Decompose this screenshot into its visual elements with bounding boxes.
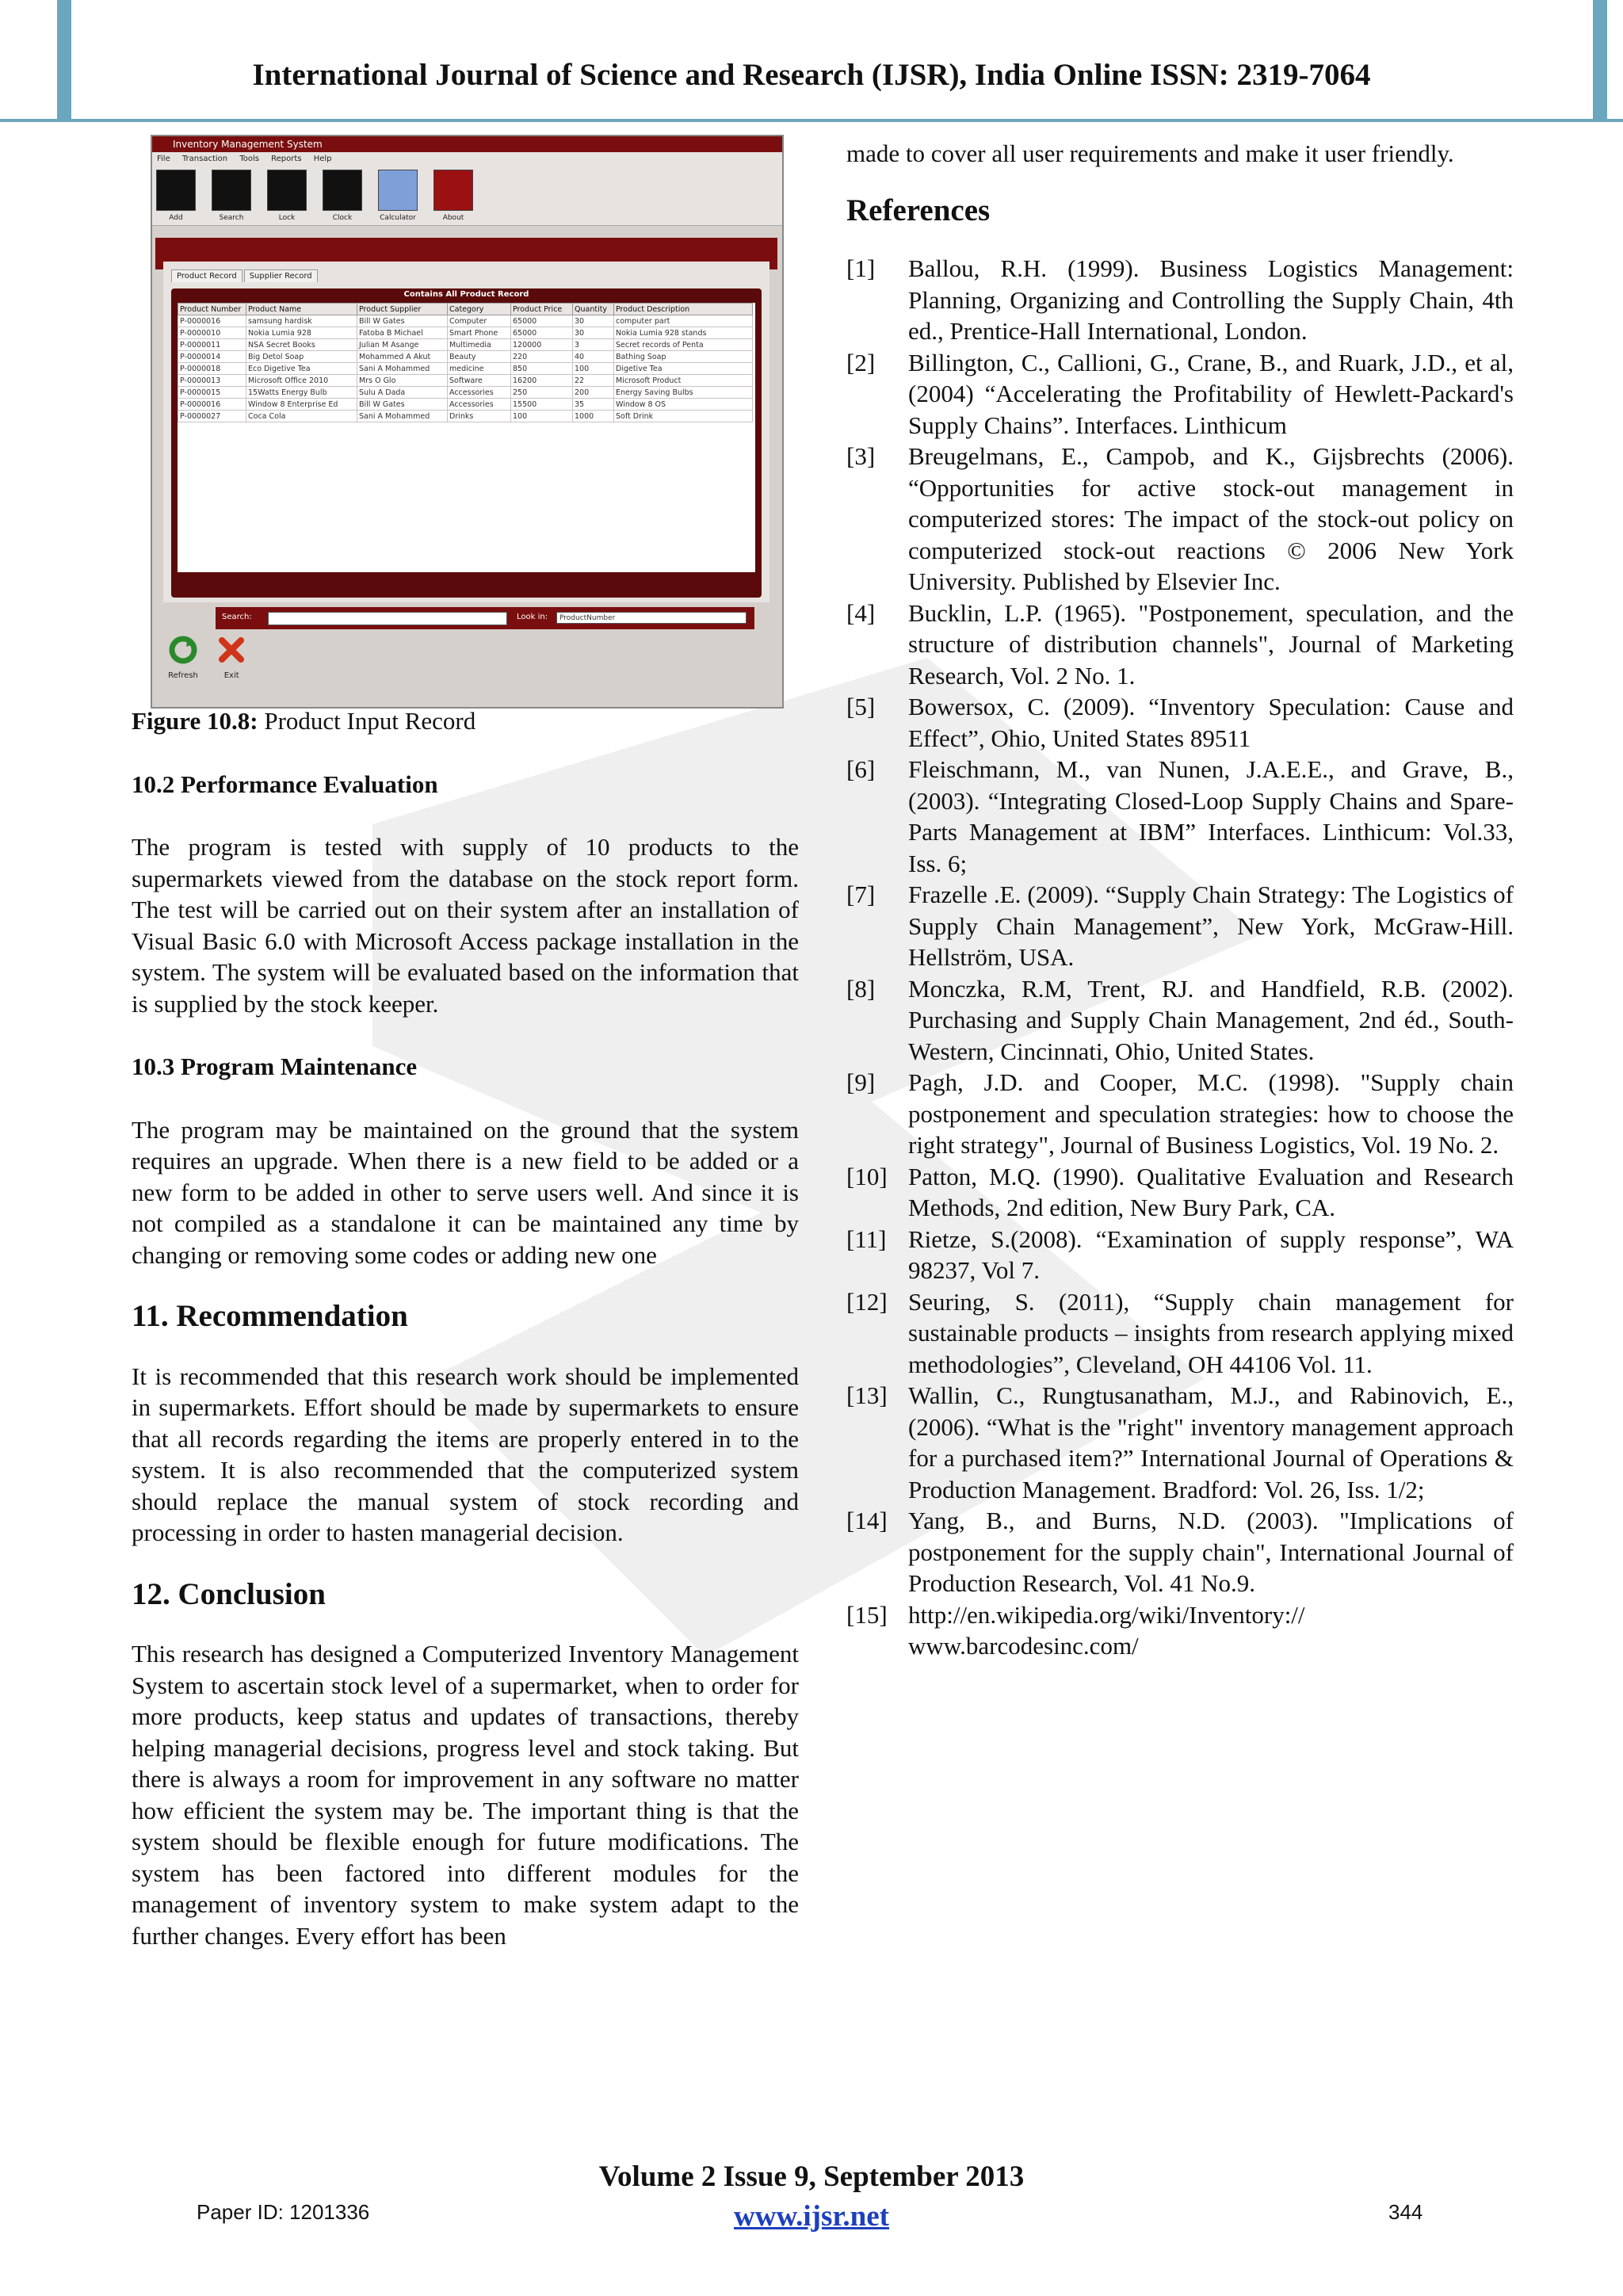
reference-item xyxy=(846,1380,1514,1505)
table-cell: Computer xyxy=(448,315,511,327)
table-cell: 22 xyxy=(573,375,614,387)
reference-item xyxy=(846,754,1514,879)
reference-text: http://en.wikipedia.org/wiki/Inventory:// www.barcodesinc.com/ xyxy=(908,1600,1305,1660)
lock-icon xyxy=(267,170,307,211)
reference-item xyxy=(846,1224,1514,1286)
reference-number: [14] xyxy=(846,1507,888,1534)
table-cell: 3 xyxy=(573,339,614,351)
figure-caption xyxy=(132,705,799,737)
col-product-number[interactable]: Product Number xyxy=(178,304,246,315)
paragraph-performance-evaluation: The program is tested with supply of 10 products to the supermarkets viewed from the database on the stock report form. The test will be carried out on their system after an installation of Visual Basic 6.0 with Microsoft Access package installation in the system. The system will be evaluated based on the information that is supplied by the stock keeper. xyxy=(132,833,799,1018)
tab-product-record[interactable]: Product Record xyxy=(171,269,242,282)
search-label: Search: xyxy=(222,613,252,621)
look-in-select[interactable]: ProductNumber xyxy=(556,612,747,624)
toolbar-clock-label: Clock xyxy=(332,214,353,222)
table-cell: Window 8 OS xyxy=(614,399,753,411)
paragraph-recommendation: It is recommended that this research work should be implemented in supermarkets. Effort should be made by supermarkets to ensure that all records regarding the items are properly entered in to the system. It is also recommended that the computerized system should replace the manual system of stock recording and processing in order to hasten managerial decision. xyxy=(132,1362,799,1546)
paragraph-program-maintenance: The program may be maintained on the ground that the system requires an upgrade. When there is a new field to be added or a new form to be added in other to serve users well. And since it is not compiled as a standalone it can be maintained any time by changing or removing some codes or adding new one xyxy=(132,1115,799,1269)
empty-table-row xyxy=(178,467,753,478)
empty-table-row xyxy=(178,522,753,533)
reference-text: Seuring, S. (2011), “Supply chain management for sustainable products – insights from research applying mixed methodologies”, Cleveland, OH 44106 Vol. 11. xyxy=(908,1287,1514,1378)
footer-volume: Volume 2 Issue 9, September 2013 xyxy=(598,2160,1025,2193)
table-cell: 220 xyxy=(511,351,573,363)
table-cell: Eco Digetive Tea xyxy=(246,363,357,375)
refresh-label: Refresh xyxy=(168,671,198,680)
table-cell: 35 xyxy=(573,399,614,411)
table-cell: Nokia Lumia 928 stands xyxy=(614,327,753,339)
toolbar-search-label: Search xyxy=(219,214,244,222)
reference-text: Yang, B., and Burns, N.D. (2003). "Implications of postponement for the supply chain", International Journal of Production Research, Vol. 41 No.9. xyxy=(908,1507,1514,1597)
table-cell: Big Detol Soap xyxy=(246,351,357,363)
app-title-bar: Inventory Management System xyxy=(152,136,782,152)
table-cell: P-0000014 xyxy=(178,351,246,363)
exit-label: Exit xyxy=(223,671,239,680)
table-cell: Bill W Gates xyxy=(357,399,448,411)
reference-item xyxy=(846,347,1514,441)
table-cell: Nokia Lumia 928 xyxy=(246,327,357,339)
table-row[interactable] xyxy=(178,339,753,351)
paragraph-conclusion: This research has designed a Computerized Inventory Management System to ascertain stock level of a supermarket, when to order for more products, keep status and updates of transactions, thereby helping managerial decisions, progress level and stock taking. But there is always a room for improvement in any software no matter how efficient the system may be. The important thing is that the system should be flexible enough for future modifications. The system has been factored into different modules for the management of inventory system to make system adapt to the further changes. Every effort has been xyxy=(132,1640,799,1950)
reference-number: [5] xyxy=(846,693,876,720)
table-cell: Coca Cola xyxy=(246,411,357,422)
table-cell: P-0000016 xyxy=(178,315,246,327)
paragraph-continuation: made to cover all user requirements and make it user friendly. xyxy=(846,139,1454,167)
reference-number: [11] xyxy=(846,1224,887,1253)
reference-number: [1] xyxy=(846,254,876,282)
bottom-buttons xyxy=(163,634,258,680)
references-list xyxy=(846,253,1514,1662)
product-table-title: Contains All Product Record xyxy=(403,290,529,299)
col-product-supplier[interactable]: Product Supplier xyxy=(357,304,448,315)
empty-table-row xyxy=(178,478,753,489)
section-heading-recommendation: 11. Recommendation xyxy=(132,1299,408,1333)
table-cell: Energy Saving Bulbs xyxy=(614,387,753,399)
table-cell: 200 xyxy=(573,387,614,399)
reference-text: Patton, M.Q. (1990). Qualitative Evaluation and Research Methods, 2nd edition, New Bury Park, CA. xyxy=(908,1162,1514,1221)
search-bar xyxy=(216,607,754,629)
table-row[interactable] xyxy=(178,363,753,375)
table-cell: medicine xyxy=(448,363,511,375)
reference-number: [8] xyxy=(846,974,876,1003)
table-cell: Sani A Mohammed xyxy=(357,411,448,422)
reference-number: [9] xyxy=(846,1068,876,1096)
table-cell: 850 xyxy=(511,363,573,375)
empty-table-row xyxy=(178,511,753,522)
reference-number: [3] xyxy=(846,442,876,470)
table-cell: 30 xyxy=(573,327,614,339)
reference-number: [15] xyxy=(846,1600,888,1629)
table-cell: Sulu A Dada xyxy=(357,387,448,399)
reference-number: [6] xyxy=(846,755,876,783)
reference-text: Pagh, J.D. and Cooper, M.C. (1998). "Supply chain postponement and speculation strategies: how to choose the right strategy", Journal of Business Logistics, Vol. 19 No. 2. xyxy=(908,1068,1514,1159)
table-cell: 40 xyxy=(573,351,614,363)
reference-item xyxy=(846,1599,1514,1662)
table-cell: Accessories xyxy=(448,387,511,399)
product-form-panel xyxy=(163,262,769,602)
table-cell: Microsoft Office 2010 xyxy=(246,375,357,387)
references-heading: References xyxy=(846,193,991,227)
reference-text: Wallin, C., Rungtusanatham, M.J., and Rabinovich, E., (2006). “What is the "right" inventory management approach for a purchased item?” International Journal of Operations & Production Management. Bradford: Vol. 26, Iss. 1/2; xyxy=(908,1381,1514,1503)
toolbar-clock-button[interactable] xyxy=(322,170,363,223)
table-cell: Beauty xyxy=(448,351,511,363)
table-cell: P-0000010 xyxy=(178,327,246,339)
table-cell: Accessories xyxy=(448,399,511,411)
table-cell: 250 xyxy=(511,387,573,399)
table-row[interactable] xyxy=(178,315,753,327)
toolbar-search-button[interactable] xyxy=(211,170,252,223)
menu-transaction[interactable]: Transaction xyxy=(181,155,228,163)
table-cell: 15Watts Energy Bulb xyxy=(246,387,357,399)
table-cell: 65000 xyxy=(511,315,573,327)
toolbar-add-button[interactable] xyxy=(155,170,197,223)
about-icon xyxy=(433,170,473,211)
table-cell: Window 8 Enterprise Ed xyxy=(246,399,357,411)
reference-item xyxy=(846,598,1514,692)
table-cell: Secret records of Penta xyxy=(614,339,753,351)
refresh-button[interactable] xyxy=(163,634,203,680)
table-cell: Soft Drink xyxy=(614,411,753,422)
reference-text: Monczka, R.M, Trent, RJ. and Handfield, R.B. (2002). Purchasing and Supply Chain Management, 2nd éd., South-Western, Cincinnati, Ohio, United States. xyxy=(908,974,1514,1065)
inventory-app-screenshot xyxy=(151,135,784,709)
app-menu-bar xyxy=(152,152,782,166)
reference-text: Ballou, R.H. (1999). Business Logistics Management: Planning, Organizing and Controlling the Supply Chain, 4th ed., Prentice-Hall International, London. xyxy=(908,254,1514,345)
table-cell: Bill W Gates xyxy=(357,315,448,327)
table-row[interactable] xyxy=(178,399,753,411)
empty-table-row xyxy=(178,445,753,456)
footer-paper-id: Paper ID: 1201336 xyxy=(197,2200,370,2224)
table-cell: P-0000018 xyxy=(178,363,246,375)
table-cell: Drinks xyxy=(448,411,511,422)
col-category[interactable]: Category xyxy=(448,304,511,315)
refresh-icon xyxy=(167,634,199,666)
table-cell: 15500 xyxy=(511,399,573,411)
section-heading-conclusion: 12. Conclusion xyxy=(132,1576,326,1611)
record-tabs xyxy=(171,269,319,282)
reference-number: [7] xyxy=(846,881,876,908)
table-cell: Digetive Tea xyxy=(614,363,753,375)
product-table xyxy=(178,303,753,544)
table-row[interactable] xyxy=(178,411,753,422)
table-cell: P-0000015 xyxy=(178,387,246,399)
col-product-price[interactable]: Product Price xyxy=(511,304,573,315)
reference-item xyxy=(846,691,1514,754)
reference-text: Bowersox, C. (2009). “Inventory Speculation: Cause and Effect”, Ohio, United States 89511 xyxy=(908,693,1514,752)
table-cell: Bathing Soap xyxy=(614,351,753,363)
calculator-icon xyxy=(378,170,418,211)
table-row[interactable] xyxy=(178,375,753,387)
reference-number: [2] xyxy=(846,348,876,376)
figure-caption-label: Figure 10.8: xyxy=(132,707,258,735)
toolbar-calculator-label: Calculator xyxy=(380,214,416,222)
toolbar-lock-label: Lock xyxy=(278,214,296,222)
reference-text: Rietze, S.(2008). “Examination of supply response”, WA 98237, Vol 7. xyxy=(908,1224,1514,1284)
table-cell: 120000 xyxy=(511,339,573,351)
product-table-container xyxy=(178,303,755,572)
toolbar-add-label: Add xyxy=(169,214,183,222)
empty-table-row xyxy=(178,456,753,467)
toolbar-calculator-button[interactable] xyxy=(377,170,418,223)
reference-item xyxy=(846,1161,1514,1224)
reference-text: Billington, C., Callioni, G., Crane, B., and Ruark, J.D., et al, (2004) “Accelerating the Profitability of Hewlett-Packard's Supply Chains”. Interfaces. Linthicum xyxy=(908,348,1514,439)
menu-tools[interactable]: Tools xyxy=(239,155,259,163)
table-cell: Microsoft Product xyxy=(614,375,753,387)
empty-table-row xyxy=(178,422,753,434)
right-column xyxy=(846,138,1514,1662)
toolbar-about-button[interactable] xyxy=(433,170,474,223)
product-table-frame xyxy=(171,288,762,598)
col-product-name[interactable]: Product Name xyxy=(246,304,357,315)
reference-item xyxy=(846,973,1514,1068)
reference-item xyxy=(846,1286,1514,1381)
table-cell: Software xyxy=(448,375,511,387)
section-heading-10-2: 10.2 Performance Evaluation xyxy=(132,770,438,798)
reference-item xyxy=(846,879,1514,973)
table-cell: 100 xyxy=(573,363,614,375)
reference-number: [12] xyxy=(846,1287,888,1316)
empty-table-row xyxy=(178,489,753,500)
app-toolbar xyxy=(152,166,782,226)
table-cell: computer part xyxy=(614,315,753,327)
reference-item xyxy=(846,1505,1514,1599)
toolbar-about-label: About xyxy=(442,214,464,222)
product-table-body xyxy=(178,315,753,545)
add-icon xyxy=(156,170,196,211)
journal-header xyxy=(0,0,1623,119)
table-cell: Mohammed A Akut xyxy=(357,351,448,363)
toolbar-lock-button[interactable] xyxy=(266,170,307,223)
reference-number: [13] xyxy=(846,1381,888,1409)
table-cell: P-0000013 xyxy=(178,375,246,387)
reference-item xyxy=(846,441,1514,598)
table-header-row xyxy=(178,304,753,315)
table-cell: Fatoba B Michael xyxy=(357,327,448,339)
reference-text: Fleischmann, M., van Nunen, J.A.E.E., and Grave, B., (2003). “Integrating Closed-Loop Supply Chains and Spare-Parts Management at IBM” Interfaces. Linthicum: Vol.33, Iss. 6; xyxy=(908,755,1514,877)
reference-item xyxy=(846,1067,1514,1161)
table-cell: P-0000011 xyxy=(178,339,246,351)
reference-text: Bucklin, L.P. (1965). "Postponement, speculation, and the structure of distribution channels", Journal of Marketing Research, Vol. 2 No. 1. xyxy=(908,598,1514,690)
reference-text: Breugelmans, E., Campob, and K., Gijsbrechts (2006). “Opportunities for active stock-out management in computerized stores: The impact of the stock-out policy on computerized stock-out reactions © 2006 New York University. Published by Elsevier Inc. xyxy=(908,442,1514,595)
section-heading-10-3: 10.3 Program Maintenance xyxy=(132,1052,418,1080)
footer-website-link[interactable]: www.ijsr.net xyxy=(734,2200,889,2233)
table-cell: samsung hardisk xyxy=(246,315,357,327)
table-cell: P-0000016 xyxy=(178,399,246,411)
exit-button[interactable] xyxy=(212,634,251,680)
reference-number: [4] xyxy=(846,598,876,627)
table-cell: Sani A Mohammed xyxy=(357,363,448,375)
tab-supplier-record[interactable]: Supplier Record xyxy=(244,269,318,282)
table-cell: Multimedia xyxy=(448,339,511,351)
menu-file[interactable]: File xyxy=(157,155,170,163)
col-quantity[interactable]: Quantity xyxy=(573,304,614,315)
table-row[interactable] xyxy=(178,351,753,363)
table-cell: NSA Secret Books xyxy=(246,339,357,351)
table-cell: Smart Phone xyxy=(448,327,511,339)
table-cell: 1000 xyxy=(573,411,614,422)
exit-icon xyxy=(216,634,247,666)
look-in-label: Look in: xyxy=(517,613,548,621)
table-cell: 65000 xyxy=(511,327,573,339)
table-cell: Mrs O Glo xyxy=(357,375,448,387)
clock-icon xyxy=(323,170,362,211)
reference-item xyxy=(846,253,1514,347)
menu-help[interactable]: Help xyxy=(313,155,332,163)
empty-table-row xyxy=(178,500,753,511)
left-column xyxy=(132,705,799,1951)
header-rule xyxy=(0,119,1623,122)
footer-page-number: 344 xyxy=(1388,2200,1423,2224)
figure-caption-text: Product Input Record xyxy=(258,707,476,735)
menu-reports[interactable]: Reports xyxy=(271,155,302,163)
table-cell: P-0000027 xyxy=(178,411,246,422)
search-input[interactable] xyxy=(268,612,507,625)
col-product-description[interactable]: Product Description xyxy=(614,304,753,315)
table-row[interactable] xyxy=(178,327,753,339)
table-cell: 30 xyxy=(573,315,614,327)
table-cell: 100 xyxy=(511,411,573,422)
journal-title: International Journal of Science and Research (IJSR), India Online ISSN: 2319-7064 xyxy=(252,58,1371,92)
reference-number: [10] xyxy=(846,1162,888,1190)
empty-table-row xyxy=(178,434,753,445)
search-icon xyxy=(212,170,251,211)
reference-text: Frazelle .E. (2009). “Supply Chain Strategy: The Logistics of Supply Chain Management”, New York, McGraw-Hill. Hellström, USA. xyxy=(908,881,1514,971)
table-row[interactable] xyxy=(178,387,753,399)
table-cell: 16200 xyxy=(511,375,573,387)
empty-table-row xyxy=(178,533,753,544)
table-cell: Julian M Asange xyxy=(357,339,448,351)
